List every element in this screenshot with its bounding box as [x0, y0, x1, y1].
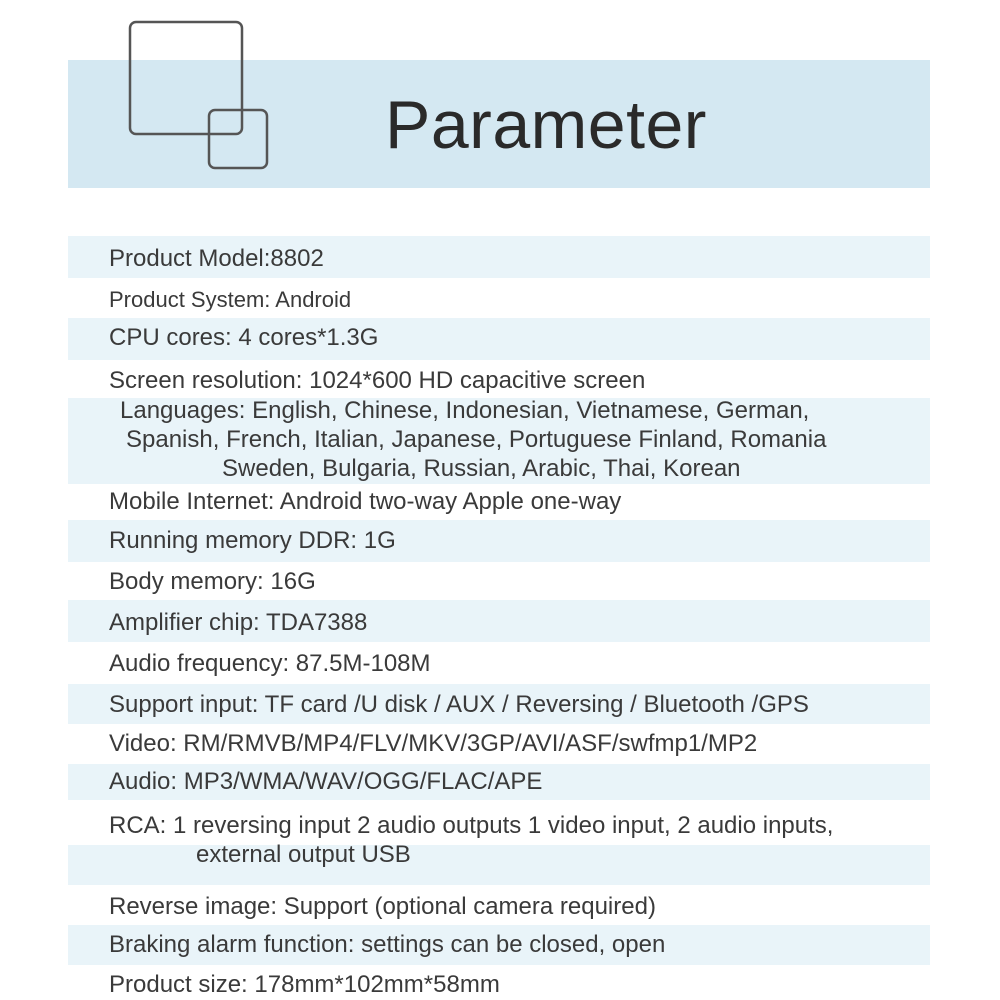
spec-languages-3: Sweden, Bulgaria, Russian, Arabic, Thai, Korean	[222, 455, 741, 482]
spec-internet: Mobile Internet: Android two-way Apple one-way	[109, 488, 622, 515]
spec-audio-frequency: Audio frequency: 87.5M-108M	[109, 650, 431, 677]
spec-product-size: Product size: 178mm*102mm*58mm	[109, 971, 500, 998]
spec-rca-2: external output USB	[196, 841, 411, 868]
spec-amplifier: Amplifier chip: TDA7388	[109, 609, 368, 636]
spec-languages-2: Spanish, French, Italian, Japanese, Portuguese Finland, Romania	[126, 426, 827, 453]
overlapping-squares-icon	[128, 20, 270, 170]
spec-video: Video: RM/RMVB/MP4/FLV/MKV/3GP/AVI/ASF/swfmp1/MP2	[109, 730, 758, 757]
spec-rca-1: RCA: 1 reversing input 2 audio outputs 1 video input, 2 audio inputs,	[109, 812, 834, 839]
spec-support-input: Support input: TF card /U disk / AUX / Reversing / Bluetooth /GPS	[109, 691, 809, 718]
spec-storage: Body memory: 16G	[109, 568, 316, 595]
spec-ram: Running memory DDR: 1G	[109, 527, 396, 554]
spec-braking-alarm: Braking alarm function: settings can be closed, open	[109, 931, 666, 958]
spec-reverse-image: Reverse image: Support (optional camera required)	[109, 893, 656, 920]
spec-system: Product System: Android	[109, 287, 352, 312]
spec-audio: Audio: MP3/WMA/WAV/OGG/FLAC/APE	[109, 768, 543, 795]
page-title: Parameter	[385, 87, 707, 163]
spec-languages-1: Languages: English, Chinese, Indonesian, Vietnamese, German,	[120, 397, 810, 424]
spec-model: Product Model:8802	[109, 245, 324, 272]
spec-resolution: Screen resolution: 1024*600 HD capacitive screen	[109, 367, 646, 394]
spec-cpu: CPU cores: 4 cores*1.3G	[109, 324, 379, 351]
